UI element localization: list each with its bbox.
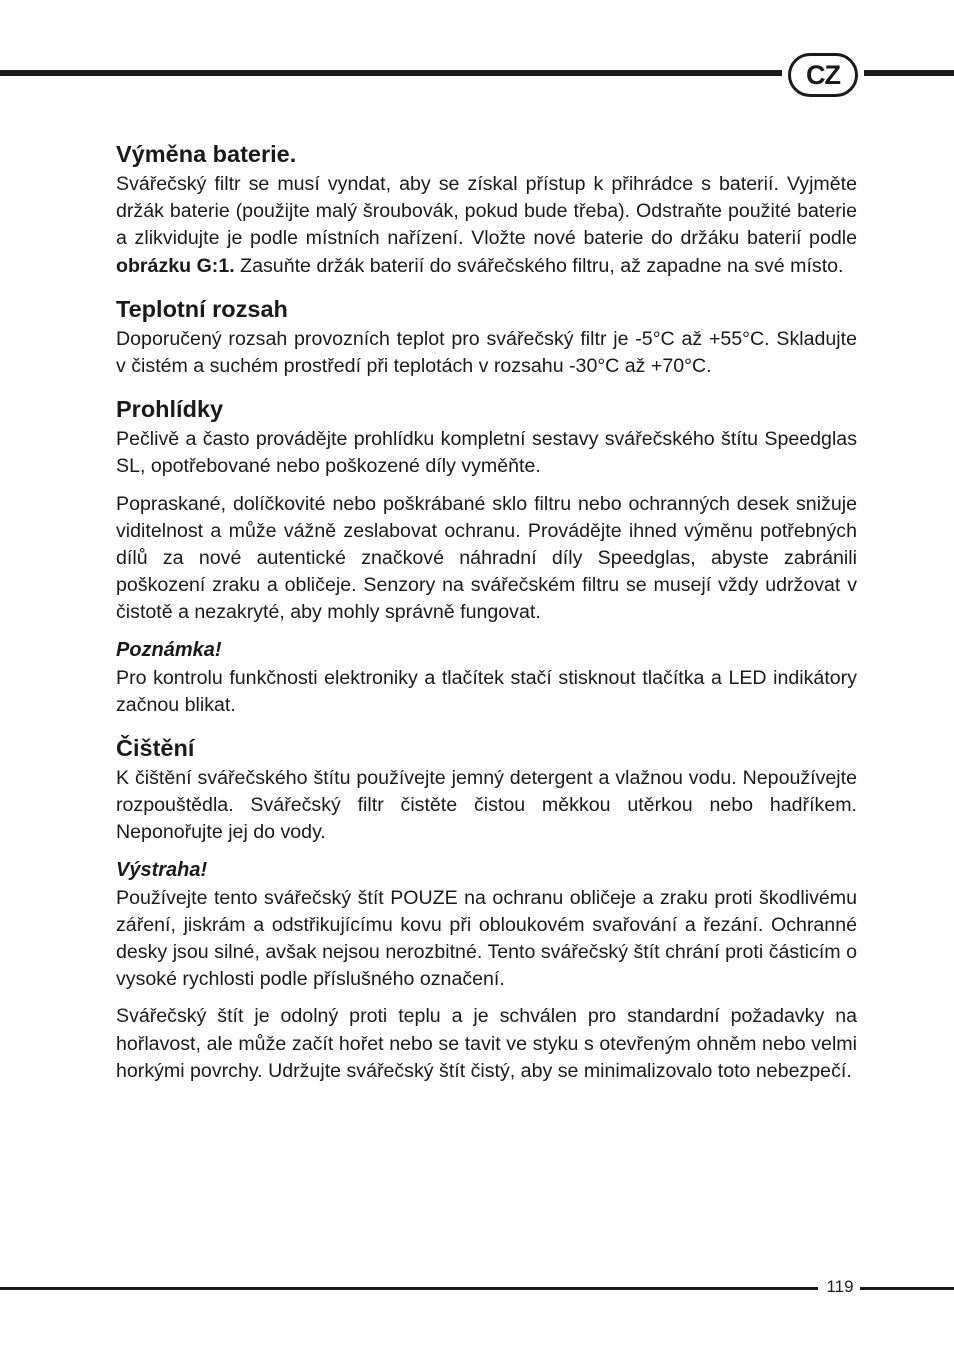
section-title-cleaning: Čištění: [116, 735, 195, 762]
note-paragraph: Pro kontrolu funkčnosti elektroniky a tlačítek stačí stisknout tlačítka a LED indikátory začnou blikat.: [116, 666, 857, 716]
battery-text-end: Zasuňte držák baterií do svářečského filtru, až zapadne na své místo.: [234, 254, 844, 277]
figure-reference: obrázku G:1.: [116, 254, 235, 277]
page-number: 119: [826, 1277, 854, 1296]
page-content: [116, 137, 857, 1085]
cleaning-paragraph: K čištění svářečského štítu používejte jemný detergent a vlažnou vodu. Nepoužívejte rozpouštědla. Svářečský filtr čistěte čistou měkkou utěrkou nebo hadříkem. Neponořujte jej do vody.: [116, 767, 857, 844]
warning-paragraph-2: Svářečský štít je odolný proti teplu a je schválen pro standardní požadavky na hořlavost, ale může začít hořet nebo se tavit ve styku s otevřeným ohněm nebo velmi horkými povrchy. Udržujte svářečský štít čistý, aby se minimalizovalo toto nebezpečí.: [116, 1005, 857, 1082]
battery-paragraph: [116, 171, 857, 280]
warning-title: Výstraha!: [116, 858, 208, 881]
language-badge: CZ: [788, 53, 858, 97]
inspection-paragraph-1: Pečlivě a často provádějte prohlídku kompletní sestavy svářečského štítu Speedglas SL, opotřebované nebo poškozené díly vyměňte.: [116, 428, 857, 478]
footer-rule-left: [0, 1287, 818, 1290]
section-title-inspection: Prohlídky: [116, 396, 224, 423]
warning-paragraph-1: Používejte tento svářečský štít POUZE na ochranu obličeje a zraku proti škodlivému záření, jiskrám a odstřikujícímu kovu při obloukovém svařování a řezání. Ochranné desky jsou silné, avšak nejsou nerozbitné. Tento svářečský štít chrání proti částicím o vysoké rychlosti podle příslušného označení.: [116, 886, 857, 991]
battery-text-start: Svářečský filtr se musí vyndat, aby se získal přístup k přihrádce s baterií. Vyjměte držák baterie (použijte malý šroubovák, pokud bude třeba). Odstraňte použité baterie a zlikvidujte je podle místních nařízení. Vložte nové baterie do držáku baterií podle: [116, 173, 857, 250]
section-title-battery: Výměna baterie.: [116, 141, 297, 167]
note-title: Poznámka!: [116, 638, 222, 661]
header-rule-left: [0, 70, 782, 76]
header-rule-right: [864, 70, 954, 76]
temperature-paragraph: Doporučený rozsah provozních teplot pro svářečský filtr je -5°C až +55°C. Skladujte v čistém a suchém prostředí při teplotách v rozsahu -30°C až +70°C.: [116, 327, 857, 378]
footer-rule-right: [860, 1287, 954, 1290]
section-title-temperature: Teplotní rozsah: [116, 295, 288, 322]
inspection-paragraph-2: Popraskané, dolíčkovité nebo poškrábané sklo filtru nebo ochranných desek snižuje viditelnost a může vážně zeslabovat ochranu. Provádějte ihned výměnu potřebných dílů za nové autentické značkové náhradní díly Speedglas, abyste zabránili poškození zraku a obličeje. Senzory na svářečském filtru se musejí vždy udržovat v čistotě a nezakryté, aby mohly správně fungovat.: [116, 492, 857, 624]
